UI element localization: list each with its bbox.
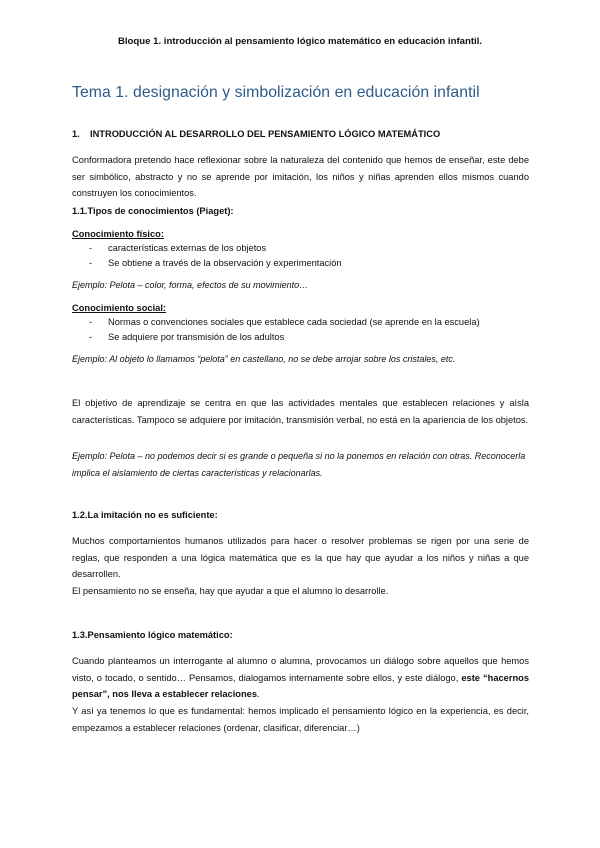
physical-knowledge-label: Conocimiento físico: [72, 229, 164, 239]
list-item-text: Se obtiene a través de la observación y experimentación [108, 258, 342, 268]
logic-paragraph-start: Cuando planteamos un interrogante al alumno o alumna, provocamos un diálogo sobre aquellos que hemos visto, o tocado, o sentido… Pensamos, dialogamos internamente sobre ellos, y este diálogo, [72, 656, 529, 683]
topic-title: Tema 1. designación y simbolización en educación infantil [72, 84, 480, 101]
subsection-1-2-text: La imitación no es suficiente: [87, 510, 218, 520]
list-item-text: Se adquiere por transmisión de los adultos [108, 332, 285, 342]
subsection-1-3-heading [72, 630, 233, 640]
imitation-paragraph: Muchos comportamientos humanos utilizados para hacer o resolver problemas se rigen por una serie de reglas, que responden a una lógica matemática que es la que hay que ayudar a los niños y niñas a que desarrollen. [72, 536, 529, 580]
subsection-1-3-text: Pensamiento lógico matemático: [87, 630, 233, 640]
section-1-text: INTRODUCCIÓN AL DESARROLLO DEL PENSAMIENTO LÓGICO MATEMÁTICO [90, 129, 441, 139]
social-knowledge-label: Conocimiento social: [72, 303, 167, 313]
objective-example: Ejemplo: Pelota – no podemos decir si es grande o pequeña si no la ponemos en relación con otras. Reconocerla implica el aislamiento de ciertas características y relacionarlas. [72, 451, 526, 478]
final-paragraph: Y así ya tenemos lo que es fundamental: hemos implicado el pensamiento lógico en la experiencia, es decir, empezamos a establecer relaciones (ordenar, clasificar, diferenciar…) [72, 706, 529, 733]
physical-knowledge-item [89, 243, 266, 253]
section-1-heading [72, 129, 440, 139]
objective-paragraph: El objetivo de aprendizaje se centra en que las actividades mentales que establecen relaciones y aísla características. Tampoco se adquiere por imitación, transmisión verbal, no está en la apariencia de los objetos. [72, 398, 529, 425]
list-item-text: Normas o convenciones sociales que establece cada sociedad (se aprende en la escuela) [108, 317, 480, 327]
logic-paragraph [72, 653, 529, 703]
list-dash: - [89, 317, 93, 327]
physical-knowledge-example: Ejemplo: Pelota – color, forma, efectos de su movimiento… [72, 280, 309, 290]
subsection-1-1-heading [72, 206, 234, 216]
subsection-1-1-number: 1.1. [72, 206, 88, 216]
thought-paragraph: El pensamiento no se enseña, hay que ayudar a que el alumno lo desarrolle. [72, 586, 389, 596]
logic-paragraph-end: . [257, 689, 260, 700]
list-dash: - [89, 258, 93, 268]
subsection-1-2-number: 1.2. [72, 510, 88, 520]
list-dash: - [89, 332, 93, 342]
subsection-1-2-heading [72, 510, 218, 520]
intro-paragraph: Conformadora pretendo hace reflexionar sobre la naturaleza del contenido que hemos de enseñar, este debe ser simbólico, abstracto y no se aprende por imitación, los niños y niñas aprenden ellos mismos cuando construyen los conocimientos. [72, 155, 529, 199]
social-knowledge-item [89, 332, 284, 342]
page-header: Bloque 1. introducción al pensamiento lógico matemático en educación infantil. [117, 36, 483, 47]
subsection-1-3-number: 1.3. [72, 630, 88, 640]
social-knowledge-example: Ejemplo: Al objeto lo llamamos “pelota” en castellano, no se debe arrojar sobre los cristales, etc. [72, 354, 456, 364]
logic-paragraph-emphasis: este “hacernos pensar”, nos lleva a establecer relaciones [72, 672, 529, 700]
physical-knowledge-item [89, 258, 342, 268]
subsection-1-1-text: Tipos de conocimientos (Piaget): [87, 206, 234, 216]
social-knowledge-item [89, 317, 480, 327]
list-item-text: características externas de los objetos [108, 243, 267, 253]
section-1-number: 1. [72, 129, 80, 139]
list-dash: - [89, 243, 93, 253]
